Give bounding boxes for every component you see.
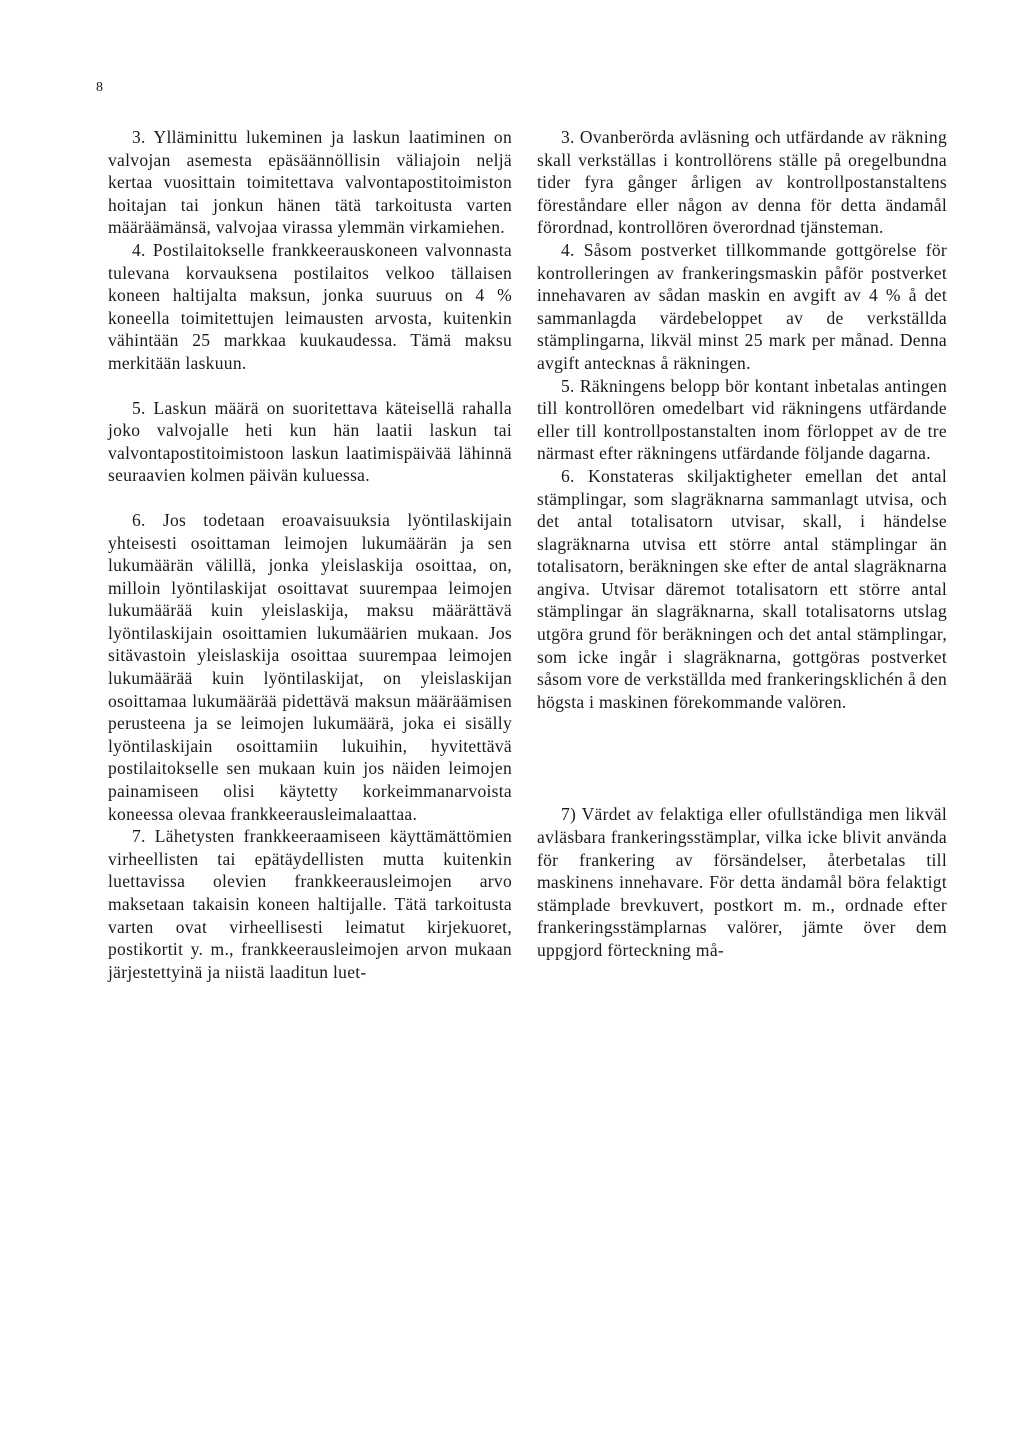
swedish-paragraph-3: 3. Ovanberörda avläsning och utfärdande av räkning skall verkställas i kontrollörens ställe på oregelbundna tider fyra gånger årligen av kontrollpostanstaltens föreståndare eller någon av denna för detta ändamål förordnad, kontrollören överordnad tjänsteman. [537, 127, 947, 238]
finnish-paragraph-6: 6. Jos todetaan eroavaisuuksia lyöntilaskijain yhteisesti osoittaman leimojen lukumäärän ja sen lukumäärän välillä, jonka yleislaskija osoittaa, on, milloin lyöntilaskijat osoittavat suurempaa leimojen lukumäärää kuin yleislaskija, maksu määrättävä lyöntilaskijain osoittamien lukumäärien mukaan. Jos sitävastoin yleislaskija osoittaa suurempaa leimojen lukumäärää kuin lyöntilaskijat, on yleislaskijan osoittamaa lukumäärää pidettävä maksun määräämisen perusteena ja se leimojen lukumäärä, joka ei sisälly lyöntilaskijain osoittamiin lukuihin, hyvitettävä postilaitokselle sen mukaan kuin jos näiden leimojen painamiseen olisi käytetty korkeimmanarvoista koneessa olevaa frankkeerausleimalaattaa. [108, 509, 512, 824]
finnish-paragraph-5: 5. Laskun määrä on suoritettava käteisellä rahalla joko valvojalle heti kun hän laatii laskun tai valvontapostitoimistoon laskun laatimispäivää lähinnä seuraavien kolmen päivän kuluessa. [108, 397, 512, 486]
swedish-paragraph-4: 4. Såsom postverket tillkommande gottgörelse för kontrolleringen av frankeringsmaskin påför postverket innehavaren av sådan maskin en avgift av 4 % å det sammanlagda värdebeloppet av de verkställda stämplingarna, likväl minst 25 mark per månad. Denna avgift antecknas å räkningen. [537, 239, 947, 373]
finnish-column [108, 126, 512, 983]
swedish-paragraph-6: 6. Konstateras skiljaktigheter emellan det antal stämplingar, som slagräknarna sammanlagt utvisa, och det antal totalisatorn utvisar, skall, i händelse slagräknarna utvisa ett större antal stämplingar än totalisatorn, beräkningen ske efter de antal slagräknarna angiva. Utvisar däremot totalisatorn ett större antal stämplingar än slagräknarna, skall totalisatorns utslag utgöra grund för beräkningen och det antal stämplingar, som icke ingår i slagräknarna, gottgöras postverket såsom vore de verkställda med frankeringsklichén å den högsta i maskinen förekommande valören. [537, 465, 947, 712]
page-number: 8 [96, 80, 103, 95]
swedish-paragraph-7: 7) Värdet av felaktiga eller ofullständiga men likväl avläsbara frankeringsstämplar, vilka icke blivit använda för frankering av försändelser, återbetalas till maskinens innehavare. För detta ändamål böra felaktigt stämplade brevkuvert, postkort m. m., ordnade efter frankeringsstämplarnas valörer, jämte över dem uppgjord förteckning må- [537, 804, 947, 960]
finnish-paragraph-3: 3. Ylläminittu lukeminen ja laskun laatiminen on valvojan asemesta epäsäännöllisin väliajoin neljä kertaa vuosittain toimitettava valvontapostitoimiston hoitajan tai jonkun hänen tätä tarkoitusta varten määräämänsä, valvojaa virassa ylemmän virkamiehen. [108, 127, 512, 238]
finnish-paragraph-7: 7. Lähetysten frankkeeraamiseen käyttämättömien virheellisten tai epätäydellisten mutta kuitenkin luettavissa olevien frankkeerausleimojen arvo maksetaan takaisin koneen haltijalle. Tätä tarkoitusta varten ovat virheellisesti leimatut kirjekuoret, postikortit y. m., frankkeerausleimojen arvon mukaan järjestettyinä ja niistä laaditun luet- [108, 826, 512, 982]
swedish-column [537, 126, 947, 962]
swedish-paragraph-5: 5. Räkningens belopp bör kontant inbetalas antingen till kontrollören omedelbart vid räkningens utfärdande eller till kontrollpostanstalten inom förloppet av de tre närmast efter räkningens utfärdande följande dagarna. [537, 375, 947, 464]
finnish-paragraph-4: 4. Postilaitokselle frankkeerauskoneen valvonnasta tulevana korvauksena postilaitos velkoo tällaisen koneen haltijalta maksun, jonka suuruus on 4 % koneella toimitettujen leimausten arvosta, kuitenkin vähintään 25 markkaa kuukaudessa. Tämä maksu merkitään laskuun. [108, 239, 512, 373]
